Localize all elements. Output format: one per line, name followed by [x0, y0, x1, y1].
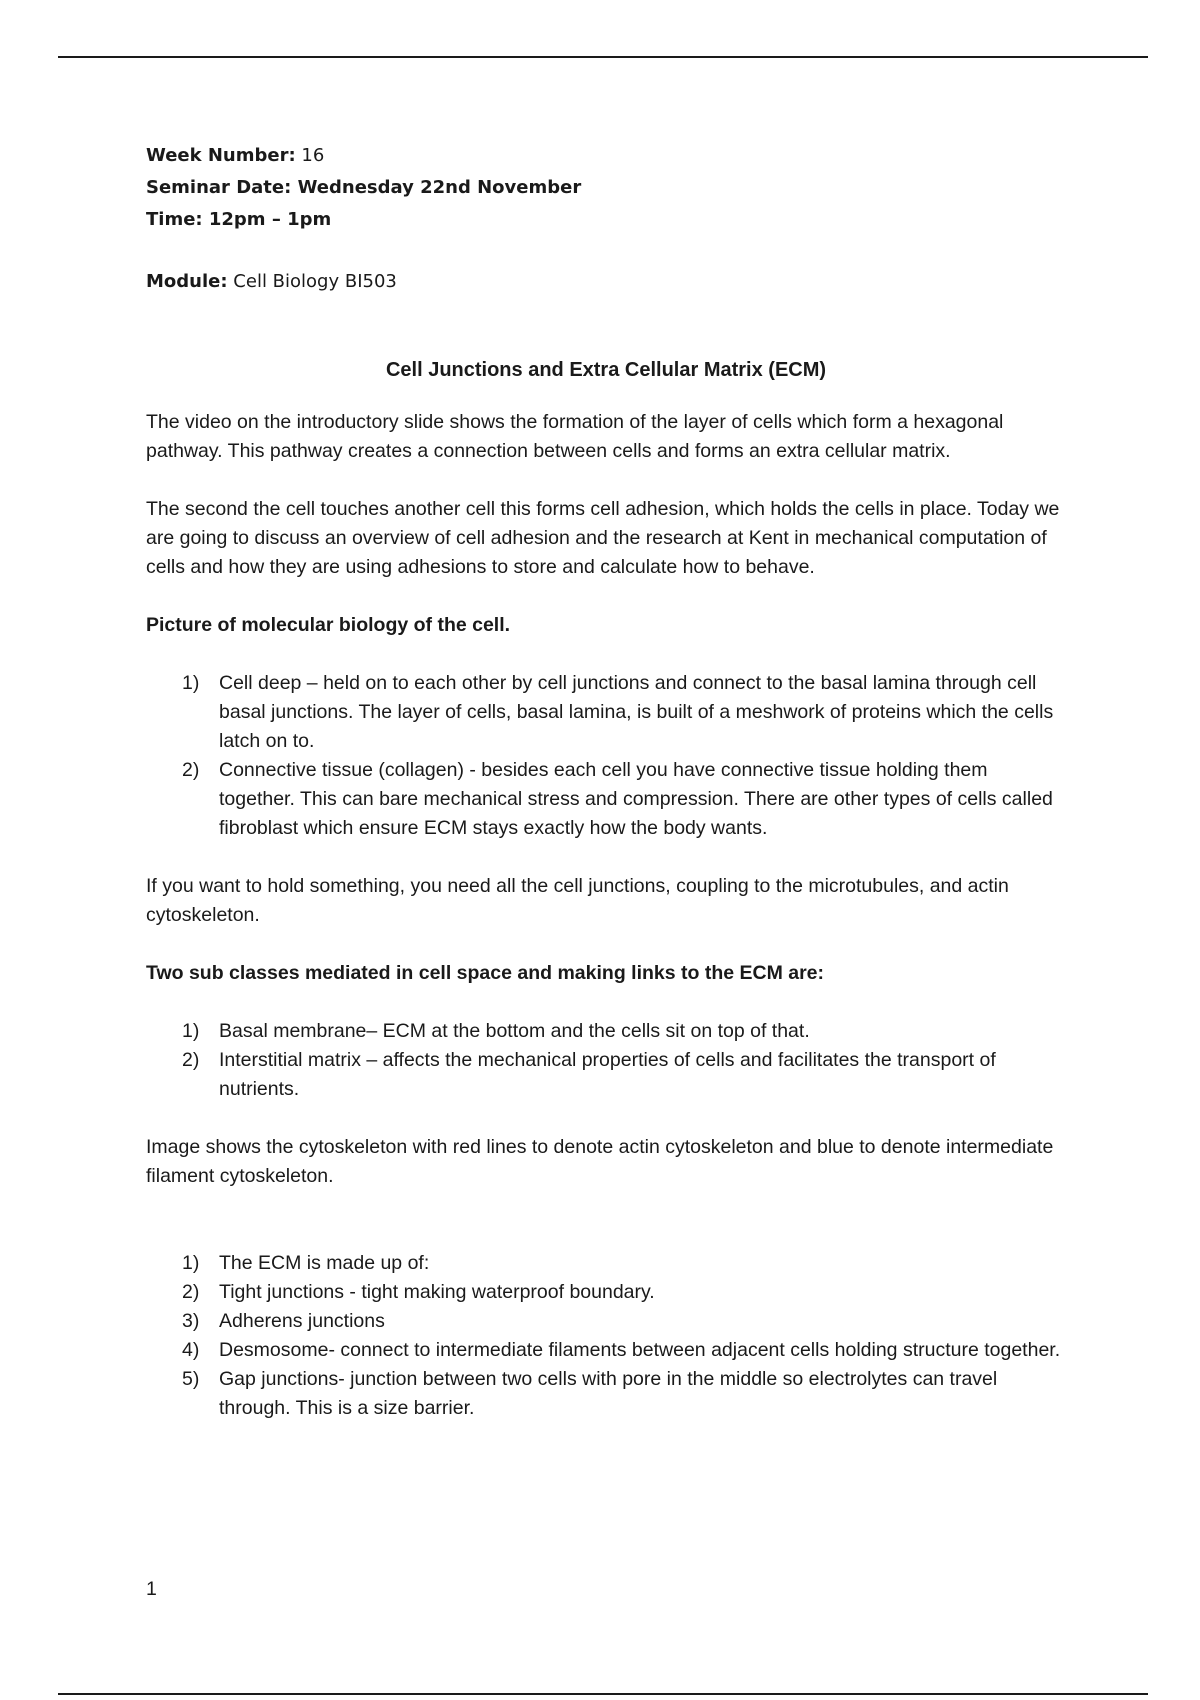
section-heading: Two sub classes mediated in cell space and making links to the ECM are: — [146, 962, 825, 984]
seminar-date: Seminar Date: Wednesday 22nd November — [146, 177, 582, 198]
module-label: Module: — [146, 271, 228, 292]
document-page — [146, 140, 1066, 1452]
body-paragraph: If you want to hold something, you need all the cell junctions, coupling to the microtubules, and actin cytoskeleton. — [146, 875, 1009, 926]
week-label: Week Number: — [146, 145, 296, 166]
list-item: 1) Basal membrane– ECM at the bottom and the cells sit on top of that. — [182, 1020, 810, 1042]
top-rule — [58, 56, 1148, 58]
seminar-time: Time: 12pm – 1pm — [146, 209, 332, 230]
numbered-list — [146, 1249, 1066, 1423]
body-paragraph: Image shows the cytoskeleton with red lines to denote actin cytoskeleton and blue to denote intermediate filament cytoskeleton. — [146, 1136, 1054, 1187]
numbered-list — [146, 669, 1066, 843]
section-heading: Picture of molecular biology of the cell. — [146, 614, 511, 636]
intro-paragraph: The second the cell touches another cell this forms cell adhesion, which holds the cells in place. Today we are going to discuss an overview of cell adhesion and the research at Kent in mechanical computation of cells and how they are using adhesions to store and calculate how to behave. — [146, 498, 1060, 578]
page-number: 1 — [146, 1578, 157, 1600]
week-value: 16 — [301, 145, 325, 166]
week-line — [146, 140, 1066, 172]
meta-block — [146, 140, 1066, 298]
list-item: 2) Tight junctions - tight making waterproof boundary. — [182, 1281, 655, 1303]
bottom-rule — [58, 1693, 1148, 1695]
list-item: 5) Gap junctions- junction between two cells with pore in the middle so electrolytes can travel through. This is a size barrier. — [182, 1368, 998, 1419]
list-item: 2) Interstitial matrix – affects the mechanical properties of cells and facilitates the transport of nutrients. — [182, 1049, 996, 1100]
list-item: 1) Cell deep – held on to each other by cell junctions and connect to the basal lamina through cell basal junctions. The layer of cells, basal lamina, is built of a meshwork of proteins which the cells latch on to. — [182, 672, 1054, 752]
document-title: Cell Junctions and Extra Cellular Matrix (ECM) — [385, 359, 827, 381]
list-item: 4) Desmosome- connect to intermediate filaments between adjacent cells holding structure together. — [182, 1339, 1061, 1361]
list-item: 2) Connective tissue (collagen) - besides each cell you have connective tissue holding them together. This can bare mechanical stress and compression. There are other types of cells called fibroblast which ensure ECM stays exactly how the body wants. — [182, 759, 1053, 839]
module-line — [146, 266, 1066, 298]
module-value: Cell Biology BI503 — [233, 271, 397, 292]
numbered-list — [146, 1017, 1066, 1104]
list-item: 3) Adherens junctions — [182, 1310, 385, 1332]
list-item: 1) The ECM is made up of: — [182, 1252, 430, 1274]
intro-paragraph: The video on the introductory slide shows the formation of the layer of cells which form a hexagonal pathway. This pathway creates a connection between cells and forms an extra cellular matrix. — [146, 411, 1004, 462]
